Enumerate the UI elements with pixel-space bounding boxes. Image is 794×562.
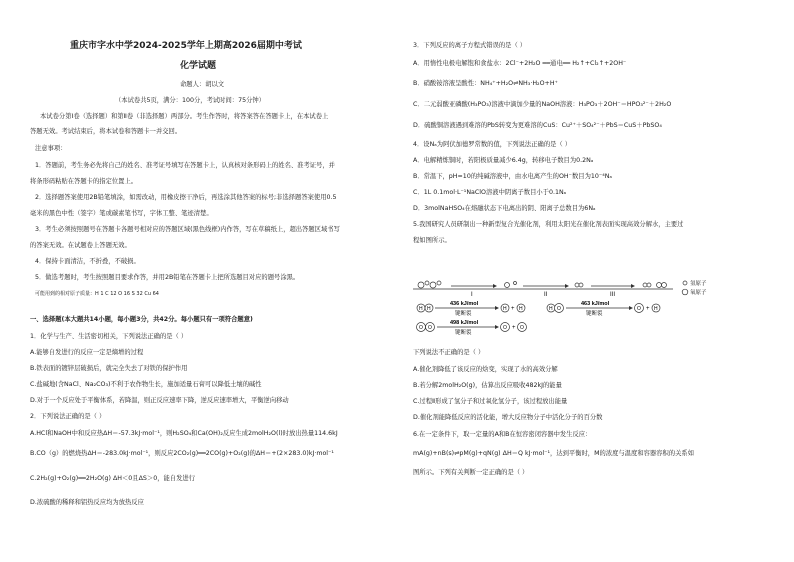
- q3-option-b: B．硝酸铵溶液呈酸性：NH₄⁺+H₂O⇌NH₃·H₂O+H⁺: [413, 80, 558, 87]
- water-molecule-icon: [418, 281, 441, 288]
- atom-h: H: [654, 306, 658, 312]
- molecule-icon: [575, 283, 583, 287]
- bond-label: 键断裂: [455, 311, 472, 317]
- atom-o: O: [428, 325, 432, 331]
- stage-III-label: III: [610, 292, 616, 298]
- atom-o: O: [637, 306, 641, 312]
- q2-option-a: A.HCl和NaOH中和反应热ΔH＝-57.3kJ·mol⁻¹，则H₂SO₄和Ca(OH)₂反应生成2molH₂O(l)时放出热量114.6kJ: [30, 430, 338, 437]
- exam-meta: （本试卷共5页，满分：100分，考试时间：75分钟）: [115, 97, 265, 104]
- svg-text:+: +: [646, 306, 650, 312]
- stage-I-label: I: [471, 292, 473, 298]
- q1-option-c: C.盐碱地(含NaCl、Na₂CO₃)不利于农作物生长，施加适量石膏可以降低土壤的碱性: [30, 381, 262, 388]
- bond-energy: 463 kJ/mol: [581, 301, 610, 307]
- atom-o: O: [419, 325, 423, 331]
- reaction-svg: [413, 280, 783, 336]
- q6-equation: mA(g)+nB(s)⇌pM(g)+qN(g) ΔH＝Q kJ·mol⁻¹，达到平衡时，M的浓度与温度和容器容积的关系如: [413, 450, 694, 457]
- q4-option-c: C．1L 0.1mol·L⁻¹NaClO溶液中阴离子数目小于0.1Nₐ: [413, 189, 567, 196]
- intro-line: 答题无效。考试结束后，将本试卷和答题卡一并交回。: [30, 128, 182, 135]
- q2-option-c: C.2H₂(g)+O₂(g)══2H₂O(g) ΔH＜0且ΔS＞0，能自发进行: [30, 475, 195, 482]
- notice-line: 将条形码粘贴在答题卡的指定位置上。: [30, 178, 138, 185]
- stage-II-label: II: [544, 292, 548, 298]
- arrow-II-head: [565, 284, 569, 288]
- q2-option-b: B.CO（g）的燃烧热ΔH＝-283.0kJ·mol⁻¹，则反应2CO₂(g)══2CO(g)+O₂(g)的ΔH＝+(2×283.0)kJ·mol⁻¹: [30, 450, 334, 457]
- bond-energy: 498 kJ/mol: [450, 320, 479, 326]
- hydrogen-legend-icon: [683, 281, 687, 285]
- q4-option-a: A．电解精炼铜时，若阳极质量减少6.4g，转移电子数目为0.2Nₐ: [413, 157, 594, 164]
- notice-title: 注意事项：: [35, 145, 67, 152]
- o-o-bond: [417, 320, 527, 336]
- q3-option-c: C．二元弱酸亚磷酸(H₃PO₃)溶液中滴加少量的NaOH溶液：H₃PO₃＋2OH⁻＝HPO₃²⁻＋2H₂O: [413, 101, 672, 108]
- bond-energy: 436 kJ/mol: [450, 301, 479, 307]
- q5-option-c: C.过程Ⅱ形成了氢分子和过氧化氢分子，该过程放出能量: [413, 398, 568, 405]
- q4-option-d: D．3molNaHSO₄在熔融状态下电离出的阴、阳离子总数目为6Nₐ: [413, 205, 596, 212]
- oxygen-legend-icon: [682, 289, 688, 295]
- section-heading: 一、选择题(本大题共14小题，每小题3分，共42分。每小题只有一项符合题意): [30, 316, 253, 323]
- q5-stem: 程如图所示。: [413, 237, 451, 244]
- q1-option-a: A.能够自发进行的反应一定是熵增的过程: [30, 349, 144, 356]
- exam-title: 重庆市字水中学2024-2025学年上期高2026届期中考试: [70, 41, 302, 51]
- q5-option-d: D.催化剂能降低反应的活化能，增大反应物分子中活化分子的百分数: [413, 414, 603, 421]
- q4-stem: 4．设Nₐ为阿伏加德罗常数的值，下列说法正确的是（ ）: [413, 141, 572, 148]
- subject-title: 化学试题: [180, 61, 217, 71]
- q1-option-d: D.对于一个反应处于平衡体系，若降温，则正反应速率下降，逆反应速率增大，平衡逆向移动: [30, 397, 289, 404]
- atom-o: O: [503, 325, 507, 331]
- atom-h: H: [549, 306, 553, 312]
- q1-option-b: B.铁表面的镀锌层破损后，就完全失去了对铁的保护作用: [30, 365, 188, 372]
- bond-label: 键断裂: [455, 330, 472, 336]
- h-h-bond: [417, 301, 525, 317]
- q2-stem: 2．下列说法正确的是（ ）: [30, 413, 106, 420]
- arrow-III-head: [631, 284, 635, 288]
- notice-line: 毫米的黑色中性（签字）笔或碳素笔书写，字体工整、笔迹清楚。: [30, 210, 213, 217]
- notice-line: 2．选择题答案使用2B铅笔填涂，如需改动，用橡皮擦干净后，再选涂其他答案的标号;非选择题答案使用0.5: [35, 194, 337, 201]
- svg-text:+: +: [511, 306, 515, 312]
- h-o-bond: [547, 301, 660, 317]
- q3-option-d: D．硫酸铜溶液遇到难溶的PbS转变为更难溶的CuS：Cu²⁺＋SO₄²⁻＋PbS＝CuS＋PbSO₄: [413, 122, 662, 129]
- author: 命题人：胡以文: [180, 81, 225, 88]
- product-icon: [643, 283, 667, 288]
- atom-h: H: [427, 306, 431, 312]
- q1-stem: 1．化学与生产、生活密切相关，下列说法正确的是（ ）: [30, 333, 188, 340]
- q5-stem: 5.我国研究人员研制出一种新型复合光催化剂，利用太阳光在催化剂表面实现高效分解水，主要过: [413, 221, 684, 228]
- bond-label: 键断裂: [586, 311, 603, 317]
- atom-h: H: [419, 306, 423, 312]
- atomic-masses: 可能用到的相对原子质量：H 1 C 12 O 16 S 32 Cu 64: [35, 291, 159, 297]
- q6-tail: 图所示。下列有关判断一定正确的是（ ）: [413, 469, 529, 476]
- notice-line: 3．考生必须按照题号在答题卡各题号相对应的答题区域(黑色线框)内作答，写在草稿纸上，超出答题区域书写: [35, 226, 340, 233]
- q5-option-a: A.催化剂降低了该反应的焓变，实现了水的高效分解: [413, 366, 558, 373]
- notice-line: 的答案无效。在试题卷上答题无效。: [30, 242, 131, 249]
- atom-o: O: [520, 325, 524, 331]
- q5-question: 下列说法不正确的是（ ）: [413, 349, 485, 356]
- q5-option-b: B.若分解2molH₂O(g)，估算出反应吸收482kJ的能量: [413, 382, 562, 389]
- notice-line: 4．保持卡面清洁，不折叠，不破损。: [35, 258, 140, 265]
- svg-text:+: +: [512, 325, 516, 331]
- water-splitting-diagram: [413, 280, 783, 336]
- notice-line: 5．做选考题时，考生按照题目要求作答，并用2B铅笔在答题卡上把所选题目对应的题号涂黑。: [35, 274, 300, 281]
- notice-line: 1．答题前，考生务必先将自己的姓名、准考证号填写在答题卡上，认真核对条形码上的姓名、准考证号，并: [35, 162, 335, 169]
- q2-option-d: D.浓硫酸的稀释和铝热反应均为放热反应: [30, 499, 144, 506]
- legend-oxygen: 氧原子: [690, 290, 707, 296]
- q6-stem: 6.在一定条件下，取一定量的A和B在恒容密闭容器中发生反应：: [413, 431, 592, 438]
- atom-h: H: [519, 306, 523, 312]
- legend-hydrogen: 氢原子: [690, 281, 707, 287]
- atom-o: O: [557, 306, 561, 312]
- q3-stem: 3．下列反应的离子方程式错误的是（ ）: [413, 42, 527, 49]
- q4-option-b: B．常温下，pH=10的纯碱溶液中，由水电离产生的OH⁻数目为10⁻⁴Nₐ: [413, 173, 612, 180]
- atom-icon: [505, 282, 517, 288]
- q3-option-a: A．用惰性电极电解饱和食盐水：2Cl⁻+2H₂O ══通电══ H₂↑+Cl₂↑+2OH⁻: [413, 60, 627, 67]
- intro-line: 本试卷分第Ⅰ卷（选择题）和第Ⅱ卷（非选择题）两部分。考生作答时，将答案答在答题卡上，在本试卷上: [40, 113, 329, 120]
- atom-h: H: [503, 306, 507, 312]
- arrow-I-head: [493, 284, 497, 288]
